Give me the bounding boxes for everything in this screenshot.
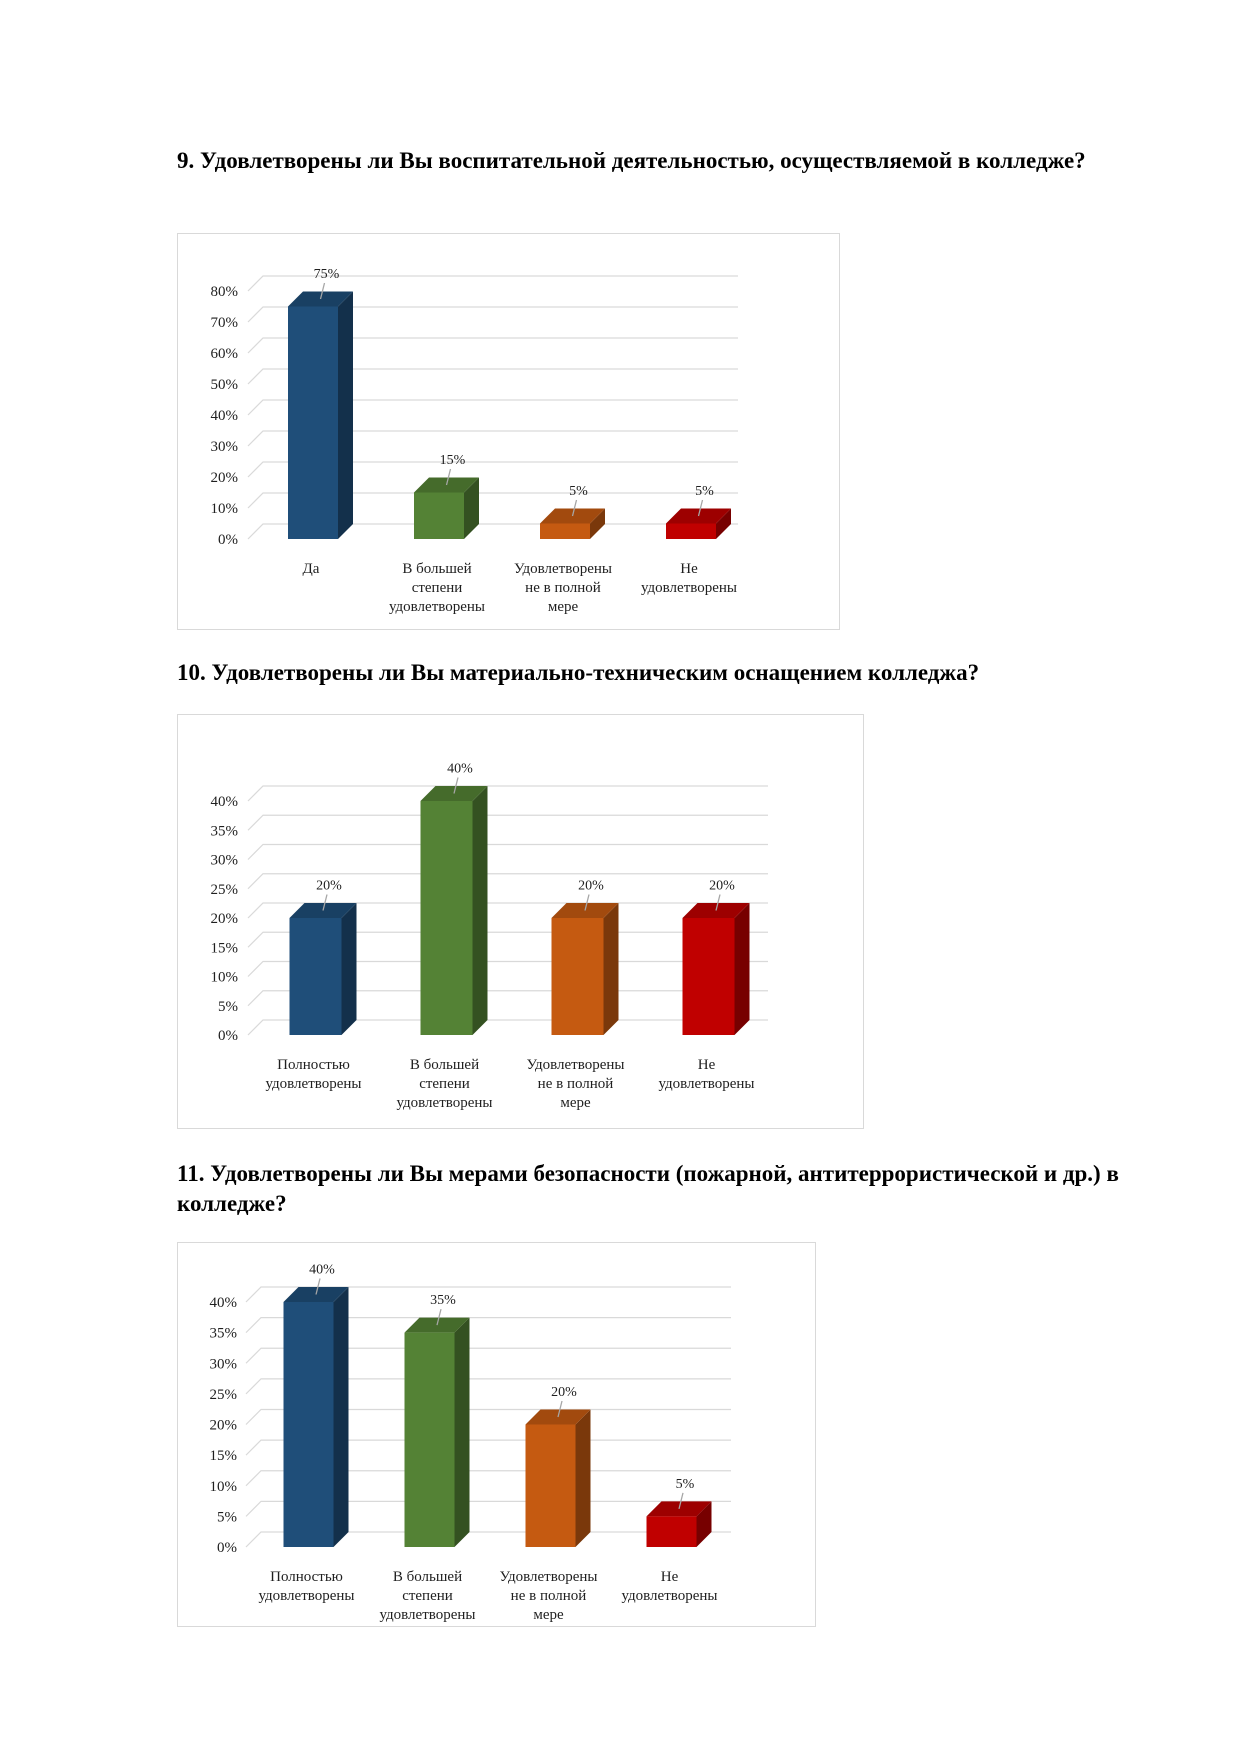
bar-front xyxy=(540,524,590,540)
category-label-line: Да xyxy=(302,561,320,577)
category-label xyxy=(265,1057,361,1092)
category-label-line: Не xyxy=(680,561,698,577)
chart-question-11 xyxy=(177,1242,816,1627)
bar-side xyxy=(342,903,357,1035)
y-tick-label: 25% xyxy=(210,881,238,898)
bar-side xyxy=(735,903,750,1035)
y-tick-label: 0% xyxy=(218,1028,238,1044)
data-label: 35% xyxy=(430,1293,456,1309)
category-label-line: Удовлетворены xyxy=(526,1057,625,1073)
y-tick-label: 0% xyxy=(217,1540,237,1556)
bar-side xyxy=(455,1318,470,1547)
bar-front xyxy=(421,801,473,1035)
bar-front xyxy=(526,1425,576,1548)
category-label xyxy=(500,1569,598,1623)
category-label-line: В большей xyxy=(402,561,472,577)
y-tick-label: 10% xyxy=(210,501,238,517)
bar-2 xyxy=(405,1318,470,1547)
data-label: 15% xyxy=(439,453,466,468)
bar-front xyxy=(666,524,716,540)
data-label: 20% xyxy=(709,878,735,894)
y-tick-label: 30% xyxy=(210,439,238,455)
y-tick-label: 5% xyxy=(217,1509,237,1526)
category-label-line: мере xyxy=(533,1607,564,1623)
y-tick-label: 30% xyxy=(210,852,238,869)
data-label: 40% xyxy=(447,761,473,777)
data-label: 5% xyxy=(695,484,714,499)
chart-svg-question-9 xyxy=(178,234,841,631)
bar-front xyxy=(414,493,464,540)
y-tick-label: 60% xyxy=(210,346,238,362)
question-10-title: 10. Удовлетворены ли Вы материально-техническим оснащением колледжа? xyxy=(177,660,980,685)
data-label: 20% xyxy=(551,1385,577,1400)
y-tick-label: 40% xyxy=(210,408,238,424)
bar-front xyxy=(284,1302,334,1547)
data-label: 5% xyxy=(569,484,588,499)
category-label xyxy=(258,1569,354,1604)
chart-svg-question-10 xyxy=(178,715,865,1130)
question-9-title: 9. Удовлетворены ли Вы воспитательной деятельностью, осуществляемой в колледже? xyxy=(177,148,1086,173)
data-label: 20% xyxy=(578,878,604,894)
bar-2 xyxy=(421,786,488,1035)
bar-3 xyxy=(552,903,619,1035)
y-tick-label: 70% xyxy=(210,315,238,331)
bar-4 xyxy=(666,509,731,540)
gridline xyxy=(248,815,768,830)
gridline xyxy=(248,845,768,860)
bar-front xyxy=(290,918,342,1035)
y-tick-label: 35% xyxy=(209,1325,237,1342)
category-label-line: удовлетворены xyxy=(379,1607,476,1623)
bar-1 xyxy=(290,903,357,1035)
category-label xyxy=(658,1057,754,1092)
category-label-line: степени xyxy=(402,1588,453,1604)
bar-side xyxy=(604,903,619,1035)
category-label xyxy=(379,1569,475,1623)
category-label-line: удовлетворены xyxy=(258,1588,355,1604)
bar-side xyxy=(338,292,353,540)
category-label-line: удовлетворены xyxy=(396,1095,493,1111)
y-tick-label: 50% xyxy=(210,377,238,393)
category-label-line: не в полной xyxy=(510,1588,587,1604)
category-label-line: удовлетворены xyxy=(621,1588,718,1604)
bar-front xyxy=(405,1333,455,1547)
category-label-line: В большей xyxy=(392,1569,463,1585)
category-label-line: удовлетворены xyxy=(265,1076,362,1092)
y-tick-label: 25% xyxy=(209,1386,237,1403)
bar-3 xyxy=(526,1410,591,1548)
bar-1 xyxy=(288,292,353,540)
y-tick-label: 15% xyxy=(210,940,238,957)
category-label xyxy=(514,561,612,615)
bar-2 xyxy=(414,478,479,540)
category-label xyxy=(641,561,737,596)
bar-side xyxy=(334,1287,349,1547)
bar-front xyxy=(552,918,604,1035)
bar-front xyxy=(683,918,735,1035)
chart-question-9 xyxy=(177,233,840,630)
category-label-line: Полностью xyxy=(277,1057,350,1073)
y-tick-label: 35% xyxy=(210,823,238,840)
y-tick-label: 20% xyxy=(209,1417,237,1434)
category-label-line: мере xyxy=(560,1095,591,1111)
data-label: 75% xyxy=(313,267,340,282)
category-label-line: не в полной xyxy=(537,1076,614,1092)
category-label-line: степени xyxy=(419,1076,470,1092)
y-tick-label: 10% xyxy=(209,1478,237,1495)
bar-3 xyxy=(540,509,605,540)
category-label-line: удовлетворены xyxy=(388,599,486,615)
bar-4 xyxy=(683,903,750,1035)
category-label-line: удовлетворены xyxy=(640,580,738,596)
category-label-line: мере xyxy=(547,599,579,615)
data-label: 5% xyxy=(675,1476,695,1492)
category-label-line: Не xyxy=(697,1057,716,1073)
chart-svg-question-11 xyxy=(178,1243,817,1628)
category-label-line: Удовлетворены xyxy=(514,561,612,577)
chart-question-10 xyxy=(177,714,864,1129)
bar-front xyxy=(288,307,338,540)
category-label-line: Удовлетворены xyxy=(499,1569,598,1585)
category-label xyxy=(527,1057,625,1111)
y-tick-label: 30% xyxy=(209,1356,237,1373)
category-label-line: Не xyxy=(660,1569,679,1585)
question-11-title: 11. Удовлетворены ли Вы мерами безопасности (пожарной, антитеррористической и др.) в колледже? xyxy=(177,1161,1119,1216)
bar-front xyxy=(647,1516,697,1547)
y-tick-label: 20% xyxy=(210,911,238,927)
y-tick-label: 80% xyxy=(210,284,238,300)
data-label: 40% xyxy=(309,1262,335,1278)
y-tick-label: 10% xyxy=(210,969,238,986)
category-label xyxy=(389,561,485,615)
data-label: 20% xyxy=(316,878,342,894)
y-tick-label: 20% xyxy=(210,470,238,486)
y-tick-label: 40% xyxy=(209,1295,237,1311)
category-label-line: не в полной xyxy=(525,580,601,596)
category-label-line: Полностью xyxy=(270,1569,343,1585)
bar-side xyxy=(473,786,488,1035)
category-label xyxy=(396,1057,492,1111)
y-tick-label: 40% xyxy=(210,794,238,810)
y-tick-label: 0% xyxy=(218,532,238,548)
category-label-line: степени xyxy=(411,580,463,596)
category-label xyxy=(621,1569,717,1604)
y-tick-label: 15% xyxy=(209,1448,237,1465)
y-tick-label: 5% xyxy=(218,998,238,1015)
category-label-line: удовлетворены xyxy=(658,1076,755,1092)
category-label-line: В большей xyxy=(409,1057,480,1073)
bar-1 xyxy=(284,1287,349,1547)
bar-side xyxy=(576,1410,591,1548)
category-label xyxy=(303,561,320,577)
gridline xyxy=(248,786,768,801)
